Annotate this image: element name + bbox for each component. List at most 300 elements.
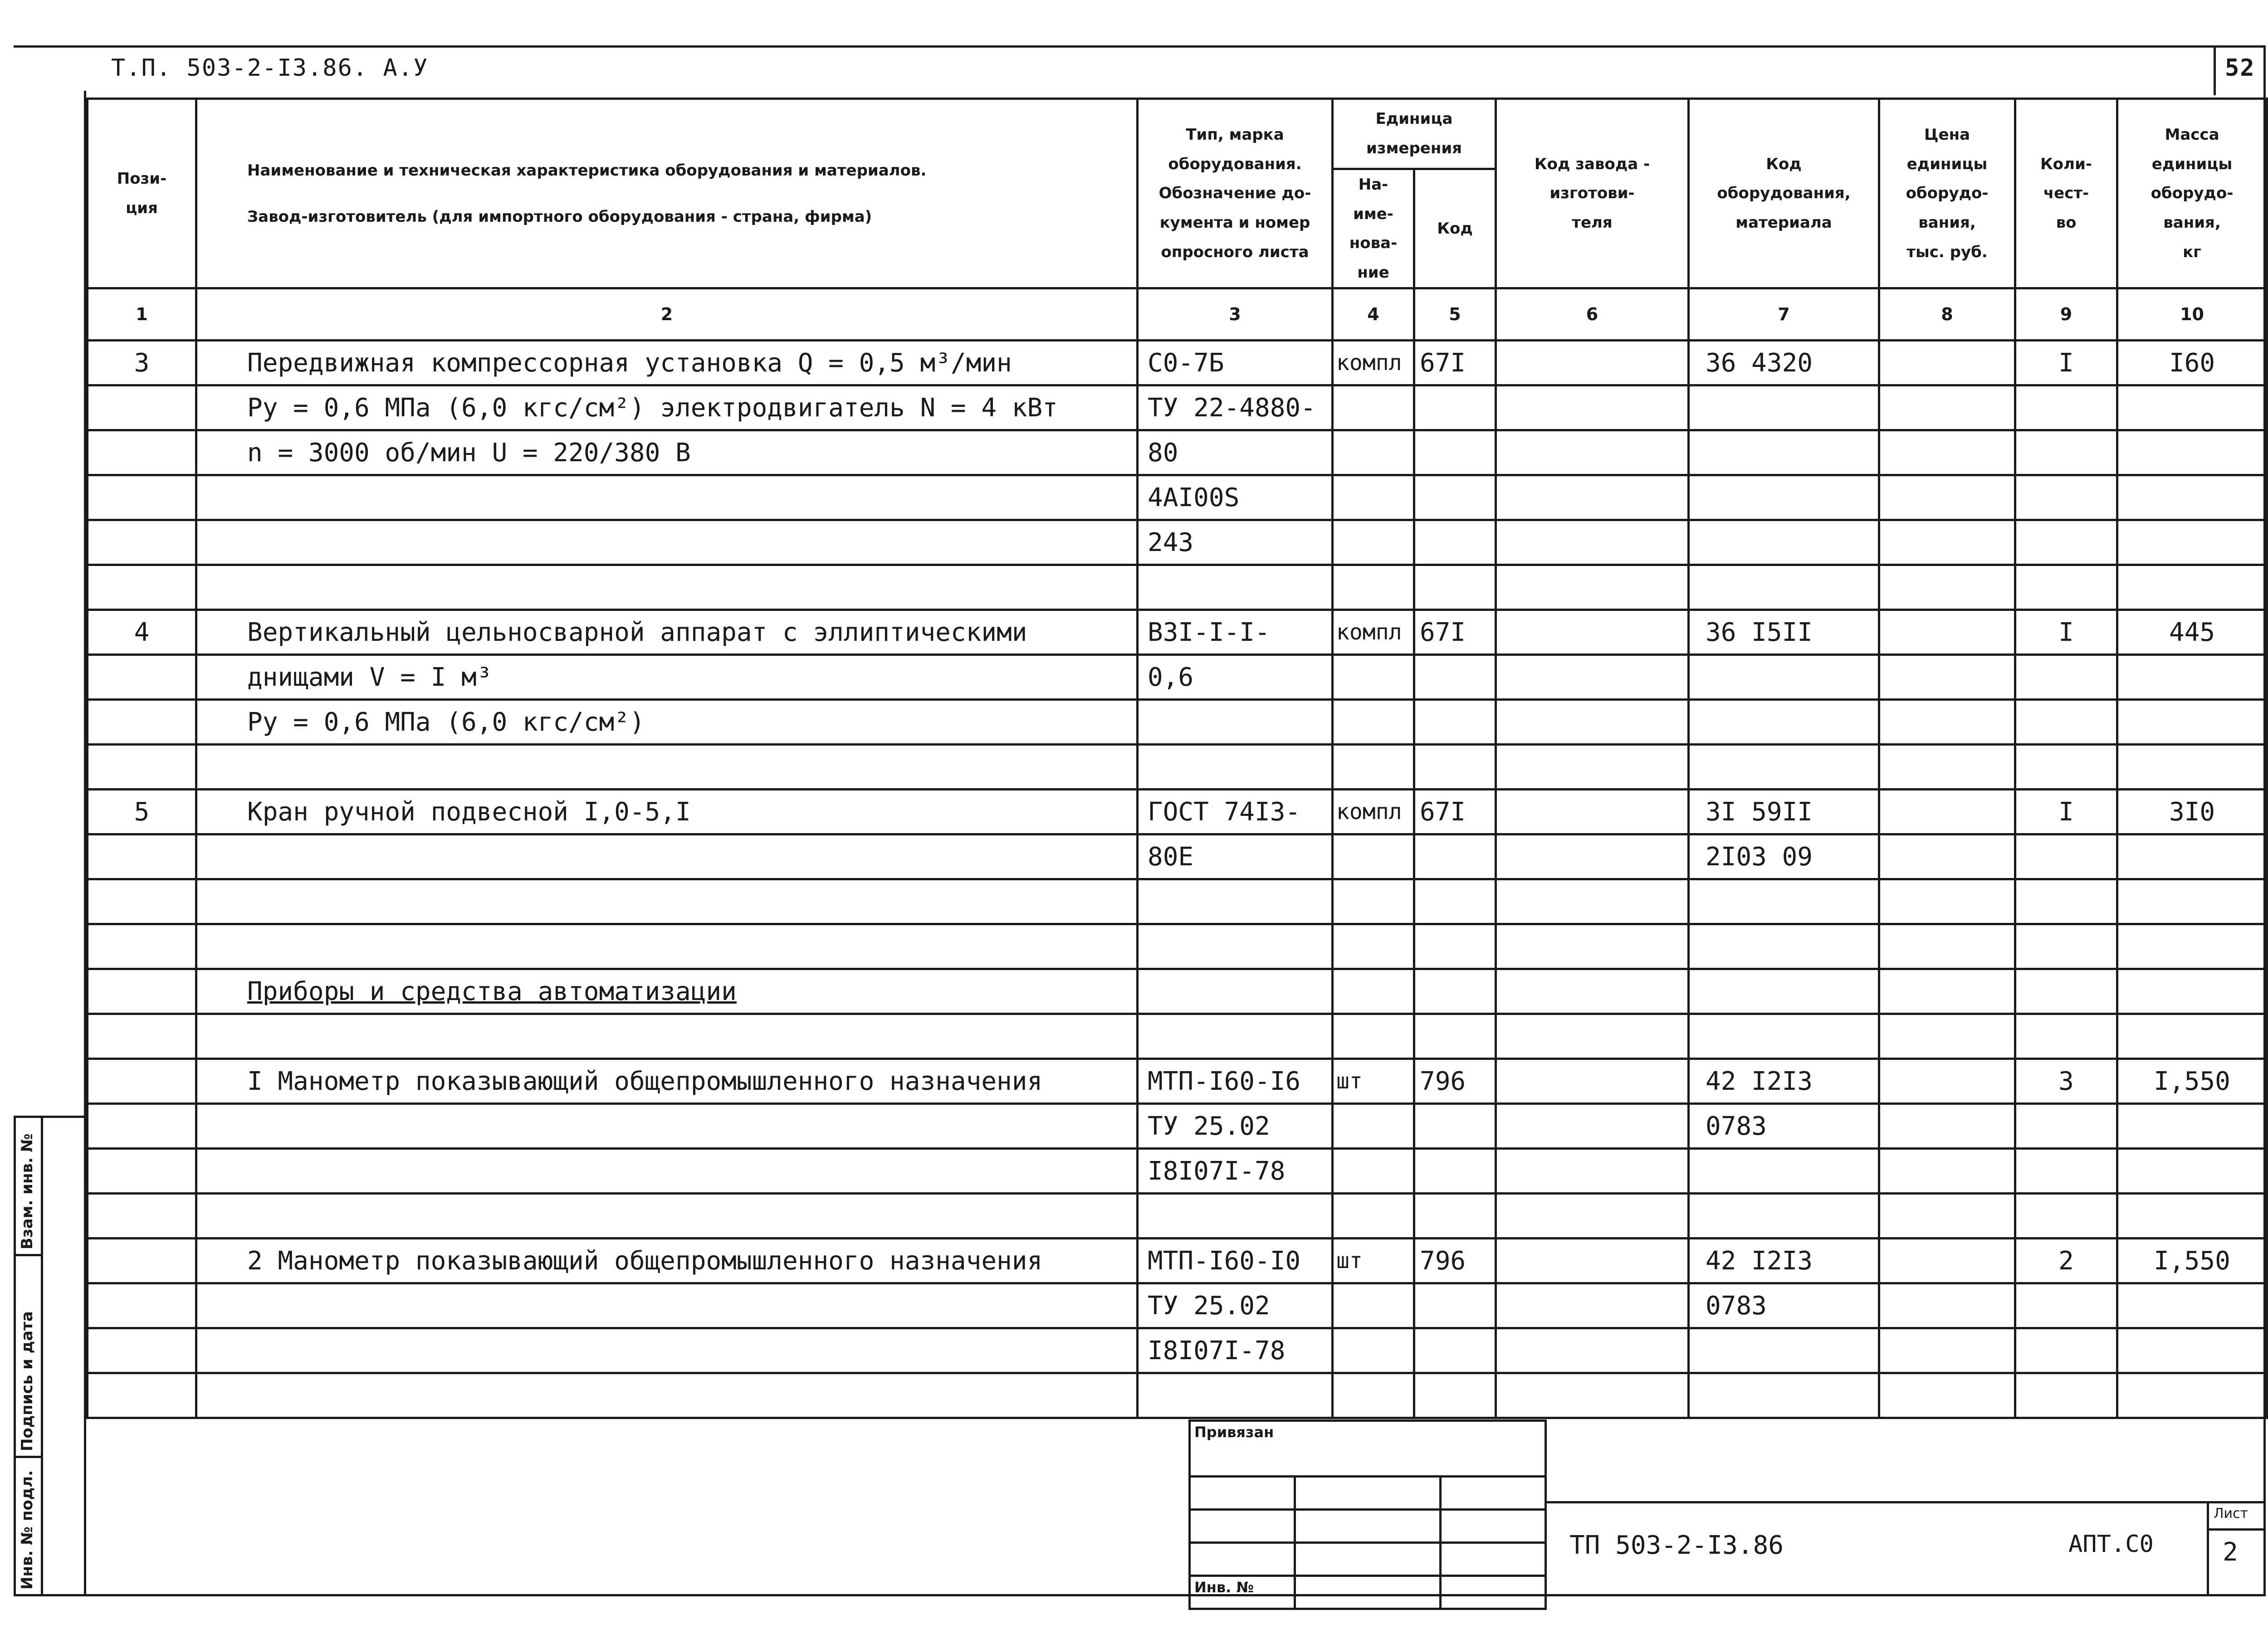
cell-unit [1333,1104,1414,1149]
cell-mass [2117,745,2267,790]
cell-qty: I [2015,790,2117,834]
table-row [88,475,2267,520]
cell-name: I Манометр показывающий общепромышленного назначения [196,1059,1138,1104]
cell-unit [1333,969,1414,1014]
col-number-4: 4 [1333,288,1414,341]
cell-type [1138,1373,1333,1418]
cell-fcode [1496,341,1689,385]
table-row [88,1059,2267,1104]
cell-name [196,1373,1138,1418]
cell-ecode [1689,1328,1879,1373]
cell-ucode [1414,1373,1496,1418]
table-row [88,1328,2267,1373]
cell-type: МТП-I60-I6 [1138,1059,1333,1104]
cell-type [1138,1194,1333,1239]
cell-unit: шт [1333,1059,1414,1104]
cell-fcode [1496,1239,1689,1283]
cell-ucode [1414,385,1496,430]
cell-price [1879,1283,2015,1328]
cell-fcode [1496,879,1689,924]
col-number-6: 6 [1496,288,1689,341]
cell-name [196,969,1138,1014]
cell-unit [1333,565,1414,610]
cell-ecode [1689,924,1879,969]
cell-unit [1333,430,1414,475]
cell-mass [2117,655,2267,700]
side-label-replace-inv: Взам. инв. № [18,1133,36,1249]
table-row [88,1149,2267,1194]
col-header-9: Коли- чест- во [2015,99,2117,288]
cell-fcode [1496,1373,1689,1418]
col-number-1: 1 [88,288,196,341]
cell-mass [2117,1373,2267,1418]
cell-qty [2015,1014,2117,1059]
cell-mass: 445 [2117,610,2267,655]
cell-name: днищами V = I м³ [196,655,1138,700]
cell-ucode [1414,1283,1496,1328]
cell-pos [88,1328,196,1373]
cell-price [1879,655,2015,700]
cell-ucode [1414,1194,1496,1239]
cell-mass [2117,520,2267,565]
cell-pos [88,834,196,879]
cell-pos [88,520,196,565]
cell-mass [2117,1283,2267,1328]
cell-mass [2117,430,2267,475]
cell-name: Передвижная компрессорная установка Q = 0,5 м³/мин [196,341,1138,385]
cell-type: I8I07I-78 [1138,1149,1333,1194]
cell-ucode [1414,430,1496,475]
cell-name [196,1194,1138,1239]
col-header-4: На- име- нова- ние [1333,169,1414,288]
cell-price [1879,1104,2015,1149]
frame-bottom-line [14,1594,2266,1596]
cell-type: 80Е [1138,834,1333,879]
cell-fcode [1496,610,1689,655]
cell-type [1138,565,1333,610]
cell-pos [88,924,196,969]
cell-mass [2117,1194,2267,1239]
cell-ucode [1414,879,1496,924]
cell-ucode [1414,520,1496,565]
cell-name: Ру = 0,6 МПа (6,0 кгс/см²) [196,700,1138,745]
cell-name [196,1104,1138,1149]
cell-type: С0-7Б [1138,341,1333,385]
bound-label: Привязан [1190,1421,1546,1477]
cell-type: I8I07I-78 [1138,1328,1333,1373]
cell-ecode: 36 4320 [1689,341,1879,385]
cell-name [196,745,1138,790]
unit-group-header: Единица измерения [1333,99,1496,169]
table-row [88,655,2267,700]
cell-pos [88,1373,196,1418]
cell-mass [2117,1149,2267,1194]
cell-type: 4AI00S [1138,475,1333,520]
specification-table [86,98,2268,1419]
col-number-5: 5 [1414,288,1496,341]
cell-ecode [1689,430,1879,475]
cell-unit [1333,1149,1414,1194]
cell-name: 2 Манометр показывающий общепромышленного назначения [196,1239,1138,1283]
cell-mass [2117,969,2267,1014]
cell-ucode: 67I [1414,610,1496,655]
cell-ucode [1414,1328,1496,1373]
cell-unit [1333,385,1414,430]
cell-qty [2015,1149,2117,1194]
cell-unit [1333,700,1414,745]
table-row [88,520,2267,565]
cell-qty [2015,655,2117,700]
frame-top-line [14,45,2263,48]
cell-pos [88,430,196,475]
side-divider-3 [14,1456,41,1458]
cell-fcode [1496,969,1689,1014]
cell-ucode [1414,1014,1496,1059]
cell-fcode [1496,655,1689,700]
cell-name: Вертикальный цельносварной аппарат с эллиптическими [196,610,1138,655]
cell-ecode: 0783 [1689,1283,1879,1328]
table-row [88,1283,2267,1328]
cell-pos [88,565,196,610]
inv-label: Инв. № [1190,1576,1295,1609]
cell-fcode [1496,834,1689,879]
cell-name [196,1014,1138,1059]
cell-pos [88,655,196,700]
col-header-5: Код [1414,169,1496,288]
cell-qty [2015,565,2117,610]
col-header-6: Код завода - изготови- теля [1496,99,1689,288]
cell-ecode [1689,1149,1879,1194]
cell-price [1879,879,2015,924]
cell-type [1138,700,1333,745]
title-doc-code: ТП 503-2-I3.86 [1569,1531,1784,1560]
table-row [88,700,2267,745]
cell-ucode [1414,924,1496,969]
header-page-number: 52 [2225,54,2255,82]
frame-stub-line [14,1116,16,1596]
cell-name [196,1149,1138,1194]
cell-mass [2117,834,2267,879]
cell-name: Ру = 0,6 МПа (6,0 кгс/см²) электродвигатель N = 4 кВт [196,385,1138,430]
section-heading: Приборы и средства автоматизации [247,976,737,1006]
cell-fcode [1496,1014,1689,1059]
cell-name: Кран ручной подвесной I,0-5,I [196,790,1138,834]
cell-type: 243 [1138,520,1333,565]
cell-qty [2015,385,2117,430]
cell-price [1879,430,2015,475]
cell-type [1138,1014,1333,1059]
cell-price [1879,1373,2015,1418]
cell-qty [2015,745,2117,790]
cell-type: ТУ 25.02 [1138,1104,1333,1149]
table-row [88,1104,2267,1149]
cell-ecode [1689,655,1879,700]
cell-unit [1333,1373,1414,1418]
cell-price [1879,610,2015,655]
cell-name [196,1328,1138,1373]
cell-unit [1333,520,1414,565]
cell-type: ГОСТ 74I3- [1138,790,1333,834]
cell-name [196,924,1138,969]
cell-mass: 3I0 [2117,790,2267,834]
cell-mass [2117,385,2267,430]
table-row [88,834,2267,879]
cell-ucode [1414,700,1496,745]
cell-pos: 4 [88,610,196,655]
cell-fcode [1496,745,1689,790]
cell-ecode [1689,969,1879,1014]
cell-price [1879,565,2015,610]
sheet-box-mid-line [2207,1528,2266,1531]
table-row [88,1194,2267,1239]
table-row [88,745,2267,790]
side-divider-1 [14,1116,86,1118]
table-row [88,385,2267,430]
side-divider-2 [14,1254,41,1256]
cell-pos [88,385,196,430]
cell-qty [2015,1283,2117,1328]
col-number-2: 2 [196,288,1138,341]
table-row [88,565,2267,610]
side-stamp-right-line [41,1116,43,1596]
cell-price [1879,1149,2015,1194]
cell-price [1879,475,2015,520]
cell-type: 80 [1138,430,1333,475]
cell-mass [2117,565,2267,610]
cell-qty [2015,1194,2117,1239]
cell-name [196,475,1138,520]
cell-price [1879,1014,2015,1059]
table-row [88,610,2267,655]
table-row [88,1373,2267,1418]
cell-ecode [1689,385,1879,430]
cell-pos: 3 [88,341,196,385]
table-row [88,790,2267,834]
cell-ecode [1689,700,1879,745]
cell-fcode [1496,1104,1689,1149]
page-number-box-line [2214,45,2216,95]
col-header-7: Код оборудования, материала [1689,99,1879,288]
cell-ecode: 42 I2I3 [1689,1059,1879,1104]
cell-pos [88,1014,196,1059]
cell-fcode [1496,430,1689,475]
cell-qty [2015,520,2117,565]
cell-type: В3I-I-I- [1138,610,1333,655]
cell-ecode [1689,1194,1879,1239]
col-header-2: Наименование и техническая характеристика оборудования и материалов. Завод-изготовитель (для импортного оборудования - страна, фирма) [196,99,1138,288]
cell-ecode: 0783 [1689,1104,1879,1149]
cell-unit: шт [1333,1239,1414,1283]
cell-qty [2015,1328,2117,1373]
cell-pos [88,1194,196,1239]
cell-pos: 5 [88,790,196,834]
cell-mass [2117,475,2267,520]
cell-fcode [1496,1328,1689,1373]
cell-pos [88,1059,196,1104]
cell-unit: компл [1333,790,1414,834]
cell-type: ТУ 25.02 [1138,1283,1333,1328]
cell-type [1138,924,1333,969]
cell-qty: I [2015,610,2117,655]
cell-ecode: 36 I5II [1689,610,1879,655]
title-block-top-line [1545,1501,2266,1503]
cell-pos [88,475,196,520]
cell-qty [2015,475,2117,520]
cell-unit [1333,655,1414,700]
cell-type [1138,745,1333,790]
cell-ecode [1689,1373,1879,1418]
col-header-3: Тип, марка оборудования. Обозначение до- кумента и номер опросного листа [1138,99,1333,288]
cell-pos [88,1104,196,1149]
side-label-sign-date: Подпись и дата [18,1311,36,1451]
table-row [88,924,2267,969]
cell-fcode [1496,1283,1689,1328]
cell-ucode [1414,745,1496,790]
cell-ucode: 796 [1414,1239,1496,1283]
cell-price [1879,1059,2015,1104]
cell-ecode [1689,520,1879,565]
col-number-7: 7 [1689,288,1879,341]
cell-ucode [1414,1104,1496,1149]
cell-fcode [1496,700,1689,745]
cell-price [1879,520,2015,565]
cell-mass [2117,1104,2267,1149]
cell-unit [1333,1328,1414,1373]
cell-unit [1333,1283,1414,1328]
table-row [88,341,2267,385]
table-row [88,1239,2267,1283]
cell-name [196,834,1138,879]
cell-price [1879,1239,2015,1283]
cell-price [1879,969,2015,1014]
cell-qty: 2 [2015,1239,2117,1283]
cell-name [196,1283,1138,1328]
cell-qty: I [2015,341,2117,385]
cell-type [1138,969,1333,1014]
cell-ecode: 2I03 09 [1689,834,1879,879]
cell-fcode [1496,565,1689,610]
cell-name: n = 3000 об/мин U = 220/380 В [196,430,1138,475]
cell-ecode: 3I 59II [1689,790,1879,834]
cell-ecode [1689,745,1879,790]
sheet-number: 2 [2223,1537,2238,1567]
cell-unit [1333,475,1414,520]
cell-ecode [1689,879,1879,924]
cell-qty [2015,969,2117,1014]
col-number-3: 3 [1138,288,1333,341]
col-header-8: Цена единицы оборудо- вания, тыс. руб. [1879,99,2015,288]
cell-unit [1333,879,1414,924]
cell-fcode [1496,1059,1689,1104]
cell-fcode [1496,924,1689,969]
cell-price [1879,700,2015,745]
cell-price [1879,790,2015,834]
cell-type: ТУ 22-4880- [1138,385,1333,430]
cell-unit: компл [1333,341,1414,385]
cell-ecode [1689,565,1879,610]
col-header-10: Масса единицы оборудо- вания, кг [2117,99,2267,288]
table-row [88,1014,2267,1059]
cell-qty [2015,1373,2117,1418]
cell-ucode [1414,1149,1496,1194]
cell-fcode [1496,1149,1689,1194]
cell-price [1879,834,2015,879]
col-number-10: 10 [2117,288,2267,341]
cell-pos [88,1149,196,1194]
cell-qty [2015,1104,2117,1149]
cell-fcode [1496,520,1689,565]
cell-price [1879,1194,2015,1239]
cell-unit [1333,834,1414,879]
cell-unit [1333,924,1414,969]
cell-type [1138,879,1333,924]
cell-fcode [1496,475,1689,520]
cell-mass [2117,924,2267,969]
cell-mass [2117,879,2267,924]
cell-name [196,879,1138,924]
cell-price [1879,1328,2015,1373]
cell-mass: I,550 [2117,1059,2267,1104]
cell-unit [1333,1194,1414,1239]
table-row [88,430,2267,475]
cell-pos [88,700,196,745]
cell-price [1879,341,2015,385]
cell-unit [1333,745,1414,790]
cell-ecode [1689,475,1879,520]
cell-qty [2015,700,2117,745]
cell-ecode [1689,1014,1879,1059]
cell-ucode [1414,475,1496,520]
cell-mass: I,550 [2117,1239,2267,1283]
table-row [88,969,2267,1014]
bound-stamp [1188,1419,1547,1610]
cell-ucode [1414,834,1496,879]
sheet-label: Лист [2214,1506,2248,1522]
cell-ucode: 67I [1414,341,1496,385]
cell-type: МТП-I60-I0 [1138,1239,1333,1283]
cell-price [1879,385,2015,430]
cell-ecode: 42 I2I3 [1689,1239,1879,1283]
cell-ucode: 796 [1414,1059,1496,1104]
col-number-8: 8 [1879,288,2015,341]
cell-pos [88,1283,196,1328]
cell-ucode [1414,969,1496,1014]
cell-pos [88,745,196,790]
sheet-box-line [2207,1501,2209,1596]
cell-ucode [1414,655,1496,700]
cell-qty: 3 [2015,1059,2117,1104]
cell-mass [2117,1328,2267,1373]
cell-price [1879,924,2015,969]
cell-qty [2015,879,2117,924]
cell-fcode [1496,385,1689,430]
cell-qty [2015,834,2117,879]
cell-type: 0,6 [1138,655,1333,700]
cell-mass: I60 [2117,341,2267,385]
cell-qty [2015,924,2117,969]
cell-qty [2015,430,2117,475]
side-label-orig-inv: Инв. № подл. [18,1470,36,1590]
cell-pos [88,969,196,1014]
title-set-code: АПТ.С0 [2068,1531,2154,1558]
cell-mass [2117,700,2267,745]
cell-unit [1333,1014,1414,1059]
col-number-9: 9 [2015,288,2117,341]
header-doc-code: Т.П. 503-2-I3.86. А.У [111,54,429,82]
cell-name [196,520,1138,565]
cell-pos [88,879,196,924]
cell-unit: компл [1333,610,1414,655]
